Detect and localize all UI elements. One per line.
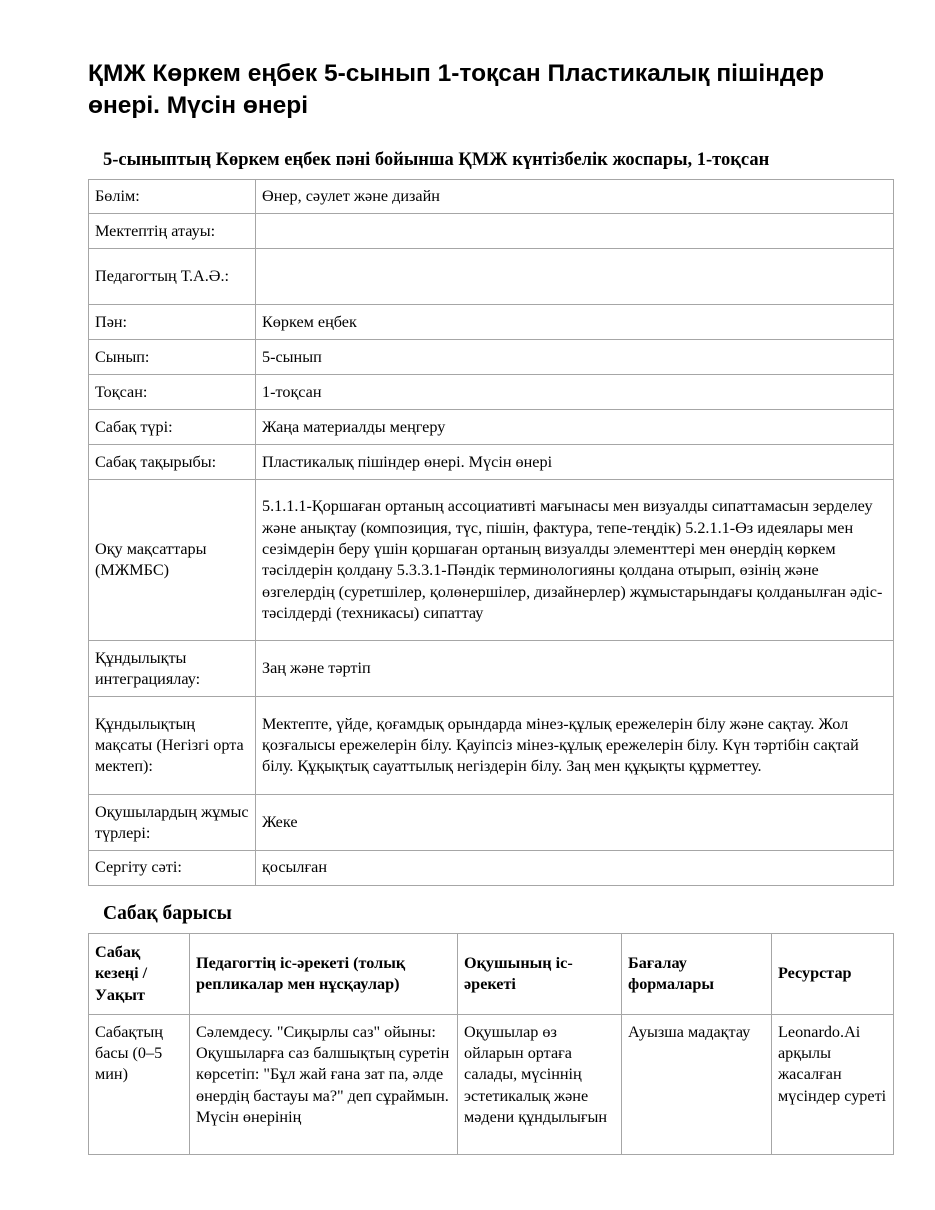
info-label: Бөлім: [89,180,256,214]
info-label: Мектептің атауы: [89,214,256,249]
table-row [89,851,894,885]
info-label: Тоқсан: [89,375,256,410]
info-value: Пластикалық пішіндер өнері. Мүсін өнері [256,445,894,480]
column-header: Бағалау формалары [622,934,772,1015]
info-value: 5.1.1.1-Қоршаған ортаның ассоциативті мағынасы мен визуалды сипаттамасын зерделеу және анықтау (композиция, түс, пішін, фактура, тепе-теңдік) 5.2.1.1-Өз идеялары мен сезімдерін беру үшін қоршаған ортаның визуалды элементтері мен өнердің көркем тәсілдерін қолдану 5.3.3.1-Пәндік терминологияны қолдана отырып, өзінің және өзгелердің (суретшілер, қолөнершілер, дизайнерлер) жұмыстарындағы қолданылған әдіс-тәсілдерді (техникасы) сипаттау [256,480,894,641]
table-row [89,375,894,410]
column-header: Сабақ кезеңі / Уақыт [89,934,190,1015]
table-row [89,697,894,795]
info-value [256,214,894,249]
info-label: Құндылықты интеграциялау: [89,641,256,697]
info-value: Жаңа материалды меңгеру [256,410,894,445]
plan-heading: 5-сыныптың Көркем еңбек пәні бойынша ҚМЖ күнтізбелік жоспары, 1-тоқсан [103,150,770,170]
info-label: Сынып: [89,340,256,375]
page-title: ҚМЖ Көркем еңбек 5-сынып 1-тоқсан Пластикалық пішіндер өнері. Мүсін өнері [88,60,825,119]
info-value: Өнер, сәулет және дизайн [256,180,894,214]
table-row [89,795,894,851]
info-label: Сабақ тақырыбы: [89,445,256,480]
column-header: Ресурстар [772,934,894,1015]
info-label: Оқу мақсаттары (МЖМБС) [89,480,256,641]
info-value: қосылған [256,851,894,885]
lesson-heading: Сабақ барысы [103,903,232,924]
info-label: Сергіту сәті: [89,851,256,885]
info-label: Құндылықтың мақсаты (Негізгі орта мектеп): [89,697,256,795]
table-row [89,305,894,340]
info-value [256,249,894,305]
table-row [89,410,894,445]
table-row [89,480,894,641]
lesson-info-table [88,179,894,886]
table-row [89,214,894,249]
table-row [89,1014,894,1154]
table-row [89,340,894,375]
assessment-cell: Ауызша мадақтау [622,1014,772,1154]
teacher-activity-cell: Сәлемдесу. "Сиқырлы саз" ойыны: Оқушыларға саз балшықтың суретін көрсетіп: "Бұл жай ғана зат па, әлде өнердің бастауы ма?" деп сұраймын. Мүсін өнерінің [190,1014,458,1154]
info-value: Мектепте, үйде, қоғамдық орындарда мінез-құлық ережелерін білу және сақтау. Жол қозғалысы ережелерін білу. Қауіпсіз мінез-құлық ережелерін білу. Күн тәртібін сақтай білу. Құқықтық сауаттылық негіздерін білу. Заң мен құқықты құрметтеу. [256,697,894,795]
table-row [89,180,894,214]
resources-cell: Leonardo.Ai арқылы жасалған мүсіндер суреті [772,1014,894,1154]
table-header-row [89,934,894,1015]
info-value: 5-сынып [256,340,894,375]
info-value: Көркем еңбек [256,305,894,340]
info-label: Педагогтың Т.А.Ә.: [89,249,256,305]
info-label: Сабақ түрі: [89,410,256,445]
lesson-flow-table [88,933,894,1155]
info-value: Жеке [256,795,894,851]
column-header: Оқушының іс-әрекеті [458,934,622,1015]
column-header: Педагогтің іс-әрекеті (толық репликалар мен нұсқаулар) [190,934,458,1015]
info-label: Пән: [89,305,256,340]
info-value: 1-тоқсан [256,375,894,410]
table-row [89,249,894,305]
student-activity-cell: Оқушылар өз ойларын ортаға салады, мүсіннің эстетикалық және мәдени құндылығын [458,1014,622,1154]
info-value: Заң және тәртіп [256,641,894,697]
table-row [89,641,894,697]
lesson-stage-cell: Сабақтың басы (0–5 мин) [89,1014,190,1154]
info-label: Оқушылардың жұмыс түрлері: [89,795,256,851]
table-row [89,445,894,480]
